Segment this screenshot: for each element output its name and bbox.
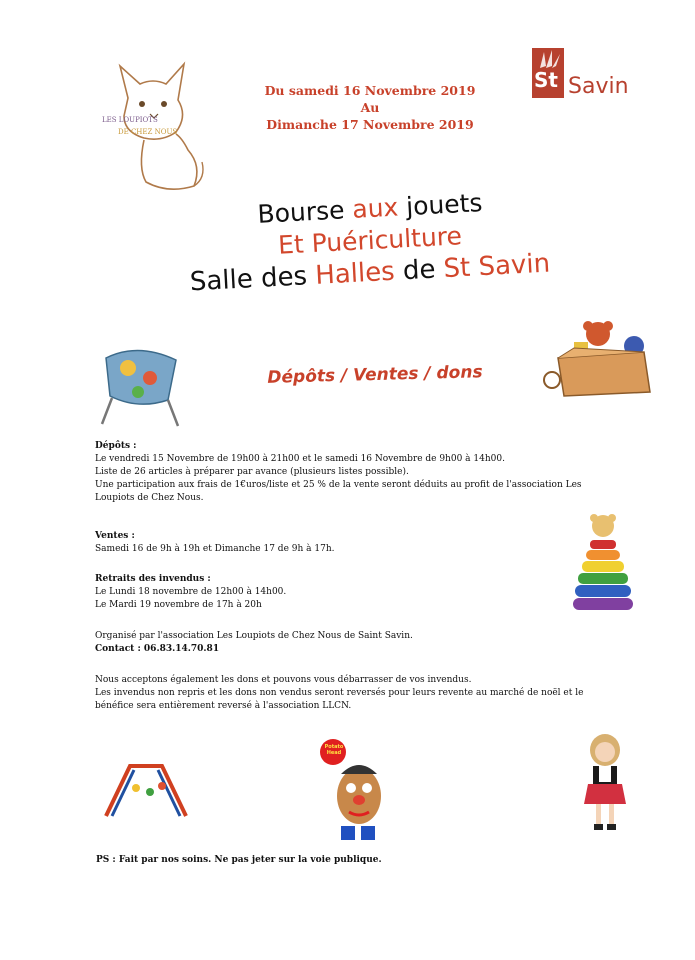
depots-line: Loupiots de Chez Nous. (95, 493, 204, 503)
stacking-rings-image (570, 512, 636, 618)
depots-line: Liste de 26 articles à préparer par avance (plusieurs listes possible). (95, 467, 409, 477)
retraits-label: Retraits des invendus : (95, 574, 211, 584)
depots-label: Dépôts : (95, 441, 137, 451)
toy-box-image (540, 318, 658, 400)
doll-icon (574, 734, 636, 834)
stacking-rings-icon (570, 512, 636, 618)
notes-section (95, 674, 655, 713)
date-line-3: Dimanche 17 Novembre 2019 (266, 117, 474, 132)
logo-text-line2: DE CHEZ NOUS (118, 128, 178, 136)
organizer-section (95, 630, 655, 656)
flame-icon (532, 48, 564, 70)
notes-line: Les invendus non repris et les dons non vendus seront reversés pour leurs revente au marché de noël et le (95, 688, 584, 698)
baby-bouncer-image (98, 338, 184, 430)
notes-line: Nous acceptons également les dons et pouvons vous débarrasser de vos invendus. (95, 675, 472, 685)
date-line-1: Du samedi 16 Novembre 2019 (264, 83, 476, 98)
retraits-line: Le Mardi 19 novembre de 17h à 20h (95, 600, 262, 610)
title-text: de (393, 254, 445, 287)
title-text: Bourse (256, 194, 354, 229)
potato-sign-text: Potato Head (324, 744, 344, 756)
title-text: jouets (397, 188, 484, 222)
contact-line: Contact : 06.83.14.70.81 (95, 644, 220, 654)
notes-line: bénéfice sera entièrement reversé à l'association LLCN. (95, 701, 352, 711)
event-title (150, 188, 590, 298)
event-dates (255, 82, 485, 133)
potato-head-image (315, 738, 393, 848)
baby-gym-image (100, 760, 192, 818)
tagline: Dépôts / Ventes / dons (267, 362, 483, 388)
title-text-highlight: St Savin (442, 248, 551, 285)
title-text: Salle des (189, 260, 317, 298)
ventes-label: Ventes : (95, 531, 135, 541)
logo-text-line1: LES LOUPIOTS (102, 116, 158, 124)
town-logo-box (532, 48, 564, 98)
town-logo (532, 48, 642, 108)
title-text-highlight: aux (351, 192, 400, 224)
town-logo-word: Savin (568, 74, 629, 99)
date-line-2: Au (360, 100, 380, 115)
retraits-line: Le Lundi 18 novembre de 12h00 à 14h00. (95, 587, 287, 597)
baby-gym-icon (100, 760, 192, 818)
ps-note: PS : Fait par nos soins. Ne pas jeter sur la voie publique. (96, 855, 382, 865)
depots-line: Une participation aux frais de 1€uros/liste et 25 % de la vente seront déduits au profit de l'association Les (95, 480, 582, 490)
association-logo (98, 58, 208, 198)
baby-bouncer-icon (98, 338, 184, 430)
organizer-line: Organisé par l'association Les Loupiots de Chez Nous de Saint Savin. (95, 631, 413, 641)
town-logo-letters: St (534, 68, 558, 92)
title-text-highlight: Halles (314, 256, 396, 291)
doll-image (574, 734, 636, 834)
ventes-line: Samedi 16 de 9h à 19h et Dimanche 17 de 9h à 17h. (95, 544, 335, 554)
depots-section (95, 440, 655, 505)
depots-line: Le vendredi 15 Novembre de 19h00 à 21h00 et le samedi 16 Novembre de 9h00 à 14h00. (95, 454, 505, 464)
toy-box-icon (540, 318, 658, 400)
title-line-2: Et Puériculture (277, 221, 463, 260)
